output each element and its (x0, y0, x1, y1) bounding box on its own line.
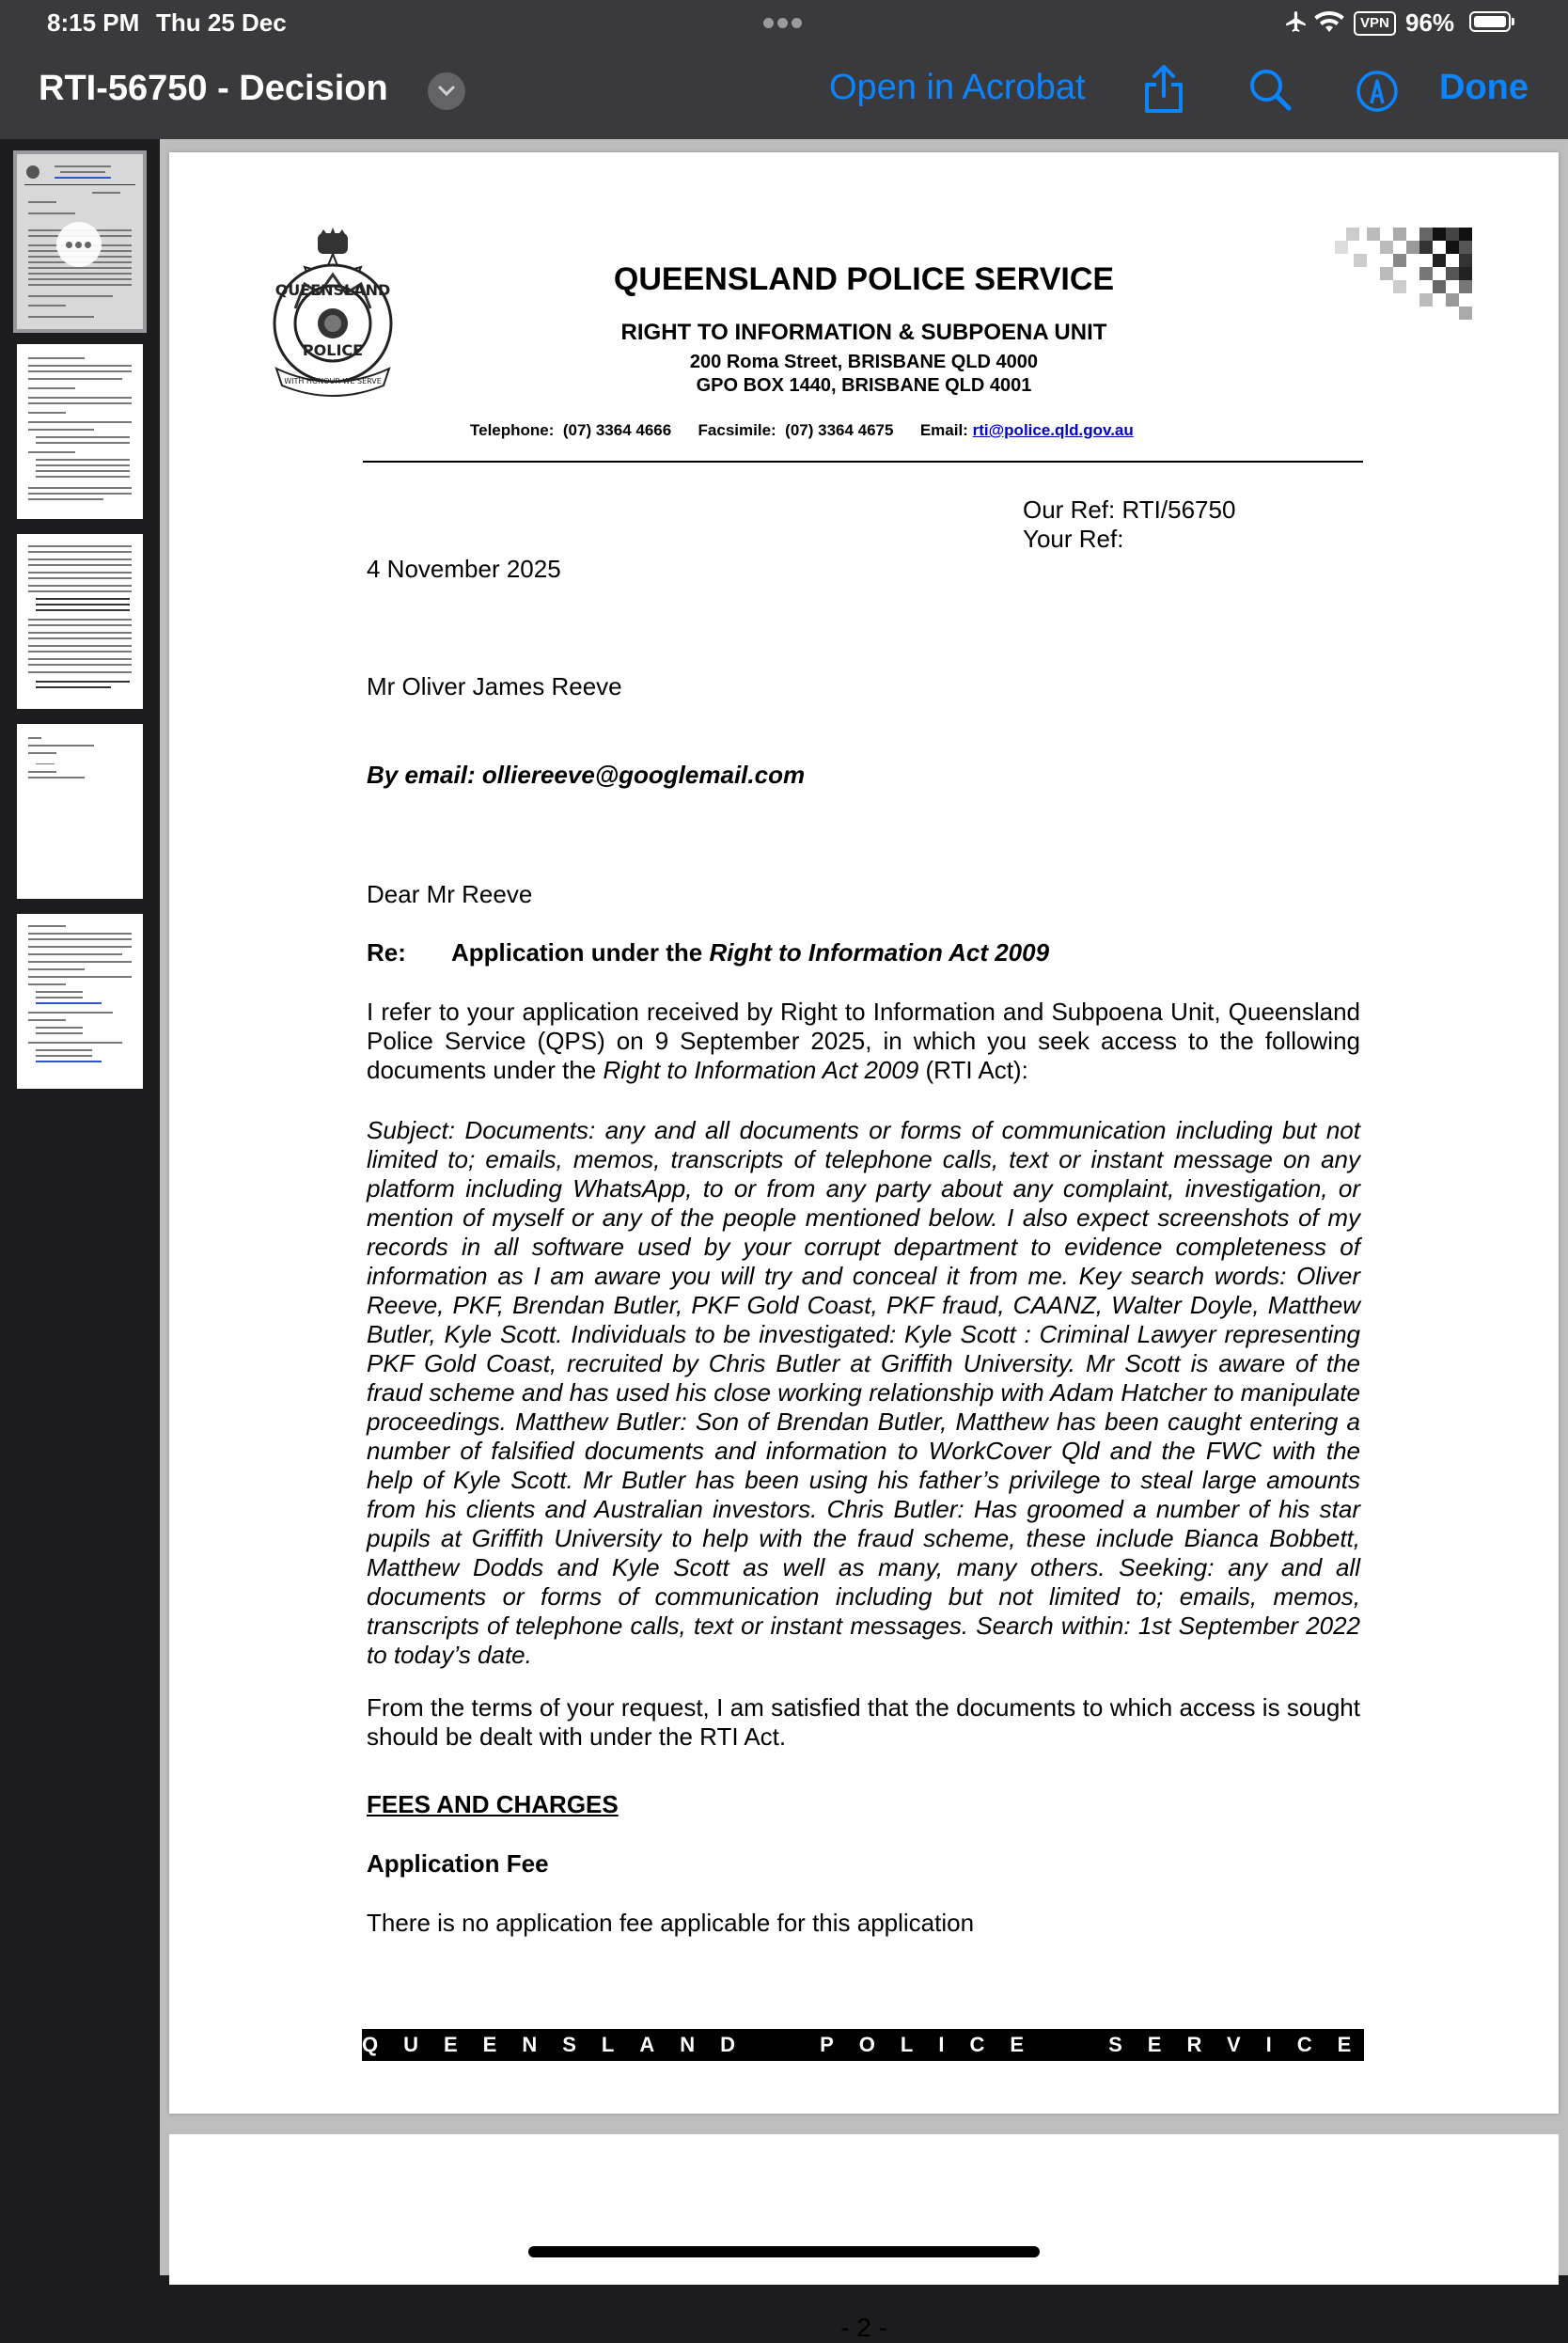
status-date: Thu 25 Dec (156, 8, 287, 37)
pixel-logo-graphic (1335, 228, 1476, 350)
more-options-icon[interactable] (56, 222, 102, 267)
re-subject: Application under the Right to Information Act 2009 (451, 938, 1050, 967)
document-title[interactable]: RTI-56750 - Decision (39, 69, 388, 108)
pdf-page-1 (169, 152, 1559, 2114)
title-menu-button[interactable] (428, 72, 465, 110)
page-thumbnail-sidebar (0, 139, 160, 2275)
letterhead-divider (363, 461, 1363, 463)
wifi-icon (1314, 11, 1344, 34)
multitasking-dots-icon[interactable] (763, 16, 807, 27)
application-fee-heading: Application Fee (367, 1849, 549, 1878)
airplane-mode-icon (1284, 9, 1309, 34)
crest-text-middle: POLICE (302, 341, 364, 359)
salutation: Dear Mr Reeve (367, 880, 533, 908)
footer-band: QUEENSLAND POLICE SERVICE (362, 2029, 1364, 2061)
status-time: 8:15 PM (47, 8, 140, 37)
page-thumbnail-2[interactable] (17, 344, 143, 519)
chevron-down-icon (437, 85, 456, 98)
status-bar (0, 0, 1568, 45)
reference-block (1023, 495, 1235, 554)
page-thumbnail-4[interactable] (17, 724, 143, 899)
page-thumbnail-3[interactable] (17, 534, 143, 709)
application-fee-text: There is no application fee applicable for this application (367, 1909, 975, 1937)
addressee: Mr Oliver James Reeve (367, 672, 622, 700)
done-button[interactable]: Done (1439, 68, 1529, 107)
request-text-paragraph: Subject: Documents: any and all documents or forms of communication including but not limited to; emails, memos, transcripts of telephone calls, text or instant message on any platform including WhatsApp, to or from any party about any complaint, investigation, or mention of myself or any of the people mentioned below. I also expect screenshots of my records in all software used by your corrupt department to evidence completeness of information as I am aware you will try and conceal it from me. Key search words: Oliver Reeve, PKF, Brendan Butler, PKF Gold Coast, PKF fraud, CAANZ, Walter Doyle, Matthew Butler, Kyle Scott. Individuals to be investigated: Kyle Scott : Criminal Lawyer representing PKF Gold Coast, recruited by Chris Butler at Griffith University. Mr Scott is aware of the fraud scheme and has used his close working relationship with Adam Hatcher to manipulate proceedings. Matthew Butler: Son of Brendan Butler, Matthew has been caught entering a number of falsified documents and information to WorkCover Qld and the FWC with the help of Kyle Scott. Mr Butler has been using his father’s privilege to steal large amounts from his clients and Australian investors. Chris Butler: Has groomed a number of his star pupils at Griffith University to help with the fraud scheme, these include Bianca Bobbett, Matthew Dodds and Kyle Scott as well as many, many others. Seeking: any and all documents or forms of communication including but not limited to; emails, memos, transcripts of telephone calls, text or instant messages. Search within: 1st September 2022 to today’s date. (367, 1116, 1360, 1669)
open-in-acrobat-button[interactable]: Open in Acrobat (829, 68, 1086, 107)
battery-icon (1469, 11, 1511, 32)
share-icon[interactable] (1141, 64, 1186, 115)
email-link[interactable]: rti@police.qld.gov.au (972, 421, 1134, 439)
battery-percentage: 96% (1405, 8, 1455, 37)
letterhead-contact: Telephone: (07) 3364 4666 Facsimile: (07) 3364 4675 Email: rti@police.qld.gov.au (470, 421, 1134, 439)
re-label: Re: (367, 938, 406, 967)
your-ref: Your Ref: (1023, 525, 1124, 553)
intro-paragraph: I refer to your application received by Right to Information and Subpoena Unit, Queensland Police Service (QPS) on 9 September 2025, in which you seek access to the following documents under the Right to Information Act 2009 (RTI Act): (367, 998, 1360, 1084)
decision-paragraph: From the terms of your request, I am satisfied that the documents to which access is sought should be dealt with under the RTI Act. (367, 1693, 1360, 1751)
letterhead-organisation: QUEENSLAND POLICE SERVICE (613, 261, 1115, 297)
top-bar (0, 0, 1568, 139)
page-number: - 2 - (840, 2313, 887, 2342)
fees-heading: FEES AND CHARGES (367, 1790, 619, 1818)
pdf-page-2 (169, 2134, 1559, 2342)
home-indicator[interactable] (528, 2246, 1040, 2257)
letter-date: 4 November 2025 (367, 555, 561, 583)
letterhead-unit: RIGHT TO INFORMATION & SUBPOENA UNIT (620, 320, 1107, 345)
by-email-line: By email: olliereeve@googlemail.com (367, 761, 806, 789)
letterhead-address-line1: 200 Roma Street, BRISBANE QLD 4000 (689, 352, 1039, 372)
letterhead-address-line2: GPO BOX 1440, BRISBANE QLD 4001 (696, 375, 1032, 396)
crest-ribbon-text: WITH HONOUR WE SERVE (284, 377, 382, 385)
vpn-badge: VPN (1354, 11, 1396, 36)
page-thumbnail-1[interactable] (17, 154, 143, 329)
crest-text-top: QUEENSLAND (274, 281, 391, 299)
our-ref: Our Ref: RTI/56750 (1023, 495, 1236, 524)
document-viewer[interactable] (160, 139, 1568, 2342)
search-icon[interactable] (1248, 68, 1292, 111)
markup-icon[interactable] (1356, 70, 1399, 113)
page-thumbnail-5[interactable] (17, 914, 143, 1089)
